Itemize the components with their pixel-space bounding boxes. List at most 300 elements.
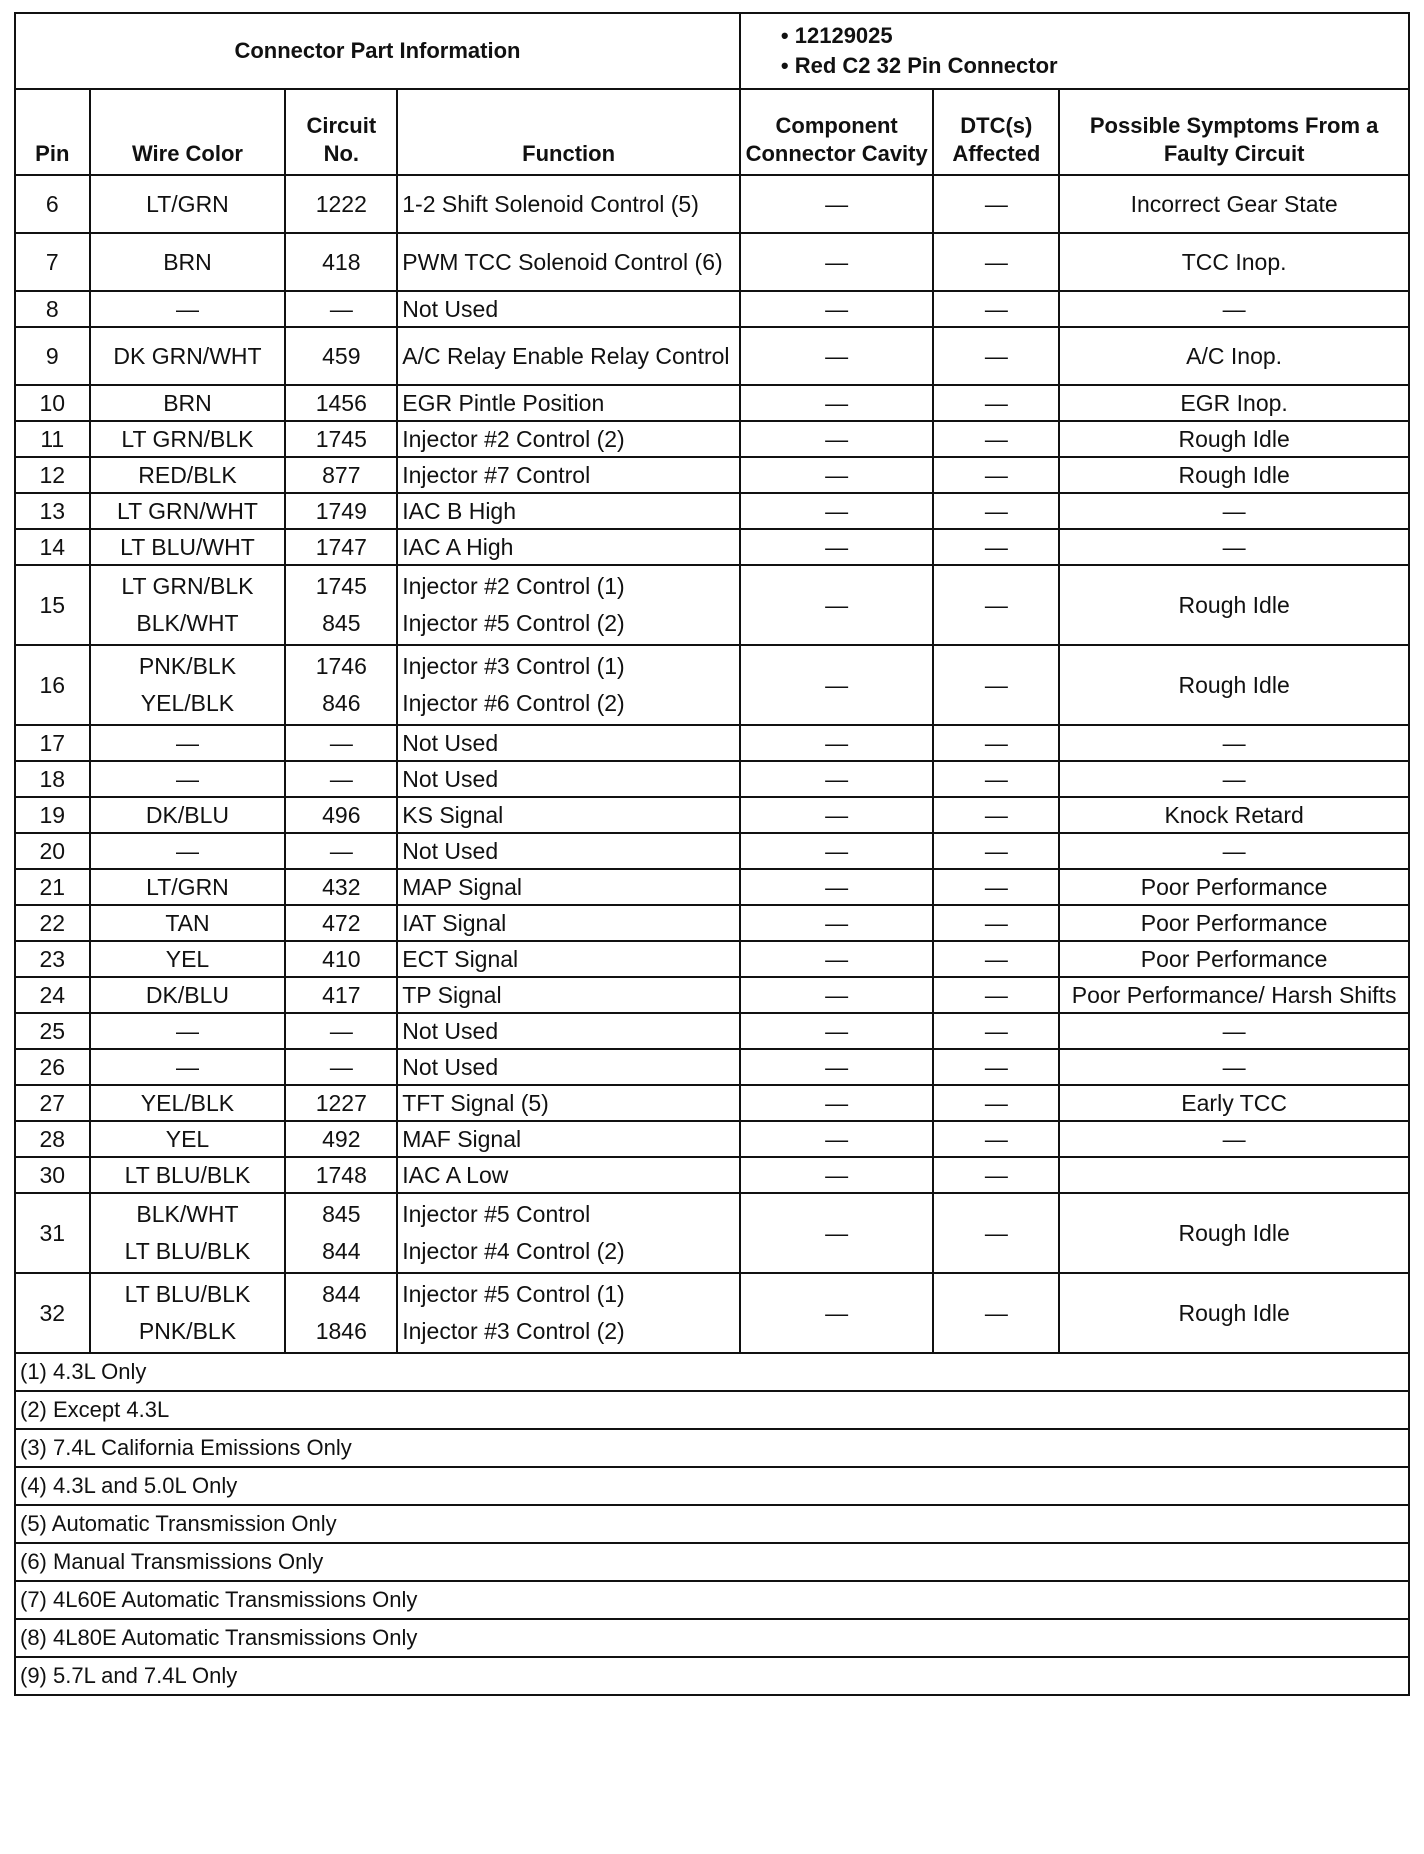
table-row: [15, 493, 1409, 529]
table-row: [15, 175, 1409, 233]
table-row: [15, 833, 1409, 869]
circuit-number: 1748: [315, 1162, 367, 1188]
symptom-cell: Knock Retard: [1059, 797, 1409, 833]
circuit-number: 1222: [315, 191, 367, 217]
circuit-number: 472: [322, 910, 361, 936]
function-text: Injector #3 Control (1): [402, 653, 625, 679]
circuit-cell: [285, 1085, 397, 1121]
function-cell: [397, 565, 740, 645]
wire-color: PNK/BLK: [138, 653, 237, 679]
circuit-cell: [285, 457, 397, 493]
pin-cell: 15: [15, 565, 90, 645]
circuit-number: 1456: [315, 390, 367, 416]
cavity-cell: —: [740, 421, 933, 457]
circuit-number: 1227: [315, 1090, 367, 1116]
pin-cell: 10: [15, 385, 90, 421]
cavity-cell: —: [740, 977, 933, 1013]
dtc-cell: —: [933, 175, 1059, 233]
wire-color-cell: [90, 493, 286, 529]
circuit-cell: [285, 905, 397, 941]
wire-color-cell: [90, 175, 286, 233]
circuit-number: —: [329, 838, 353, 864]
dtc-cell: —: [933, 529, 1059, 565]
function-cell: [397, 421, 740, 457]
circuit-cell: [285, 761, 397, 797]
function-text: Not Used: [402, 296, 499, 322]
pin-rows: [15, 175, 1409, 1353]
symptom-cell: Rough Idle: [1059, 1193, 1409, 1273]
pin-cell: 20: [15, 833, 90, 869]
pin-cell: 9: [15, 327, 90, 385]
table-row: [15, 905, 1409, 941]
dtc-cell: —: [933, 457, 1059, 493]
circuit-number: 845: [322, 1201, 361, 1227]
symptom-cell: Poor Performance: [1059, 869, 1409, 905]
wire-color: YEL: [165, 1126, 210, 1152]
cavity-cell: —: [740, 493, 933, 529]
dtc-cell: —: [933, 645, 1059, 725]
cavity-cell: —: [740, 905, 933, 941]
table-row: [15, 1049, 1409, 1085]
footnote-row: [15, 1657, 1409, 1695]
pin-cell: 32: [15, 1273, 90, 1353]
footnote: (1) 4.3L Only: [15, 1353, 1409, 1391]
cavity-cell: —: [740, 327, 933, 385]
function-text: Injector #5 Control (1): [402, 1281, 625, 1307]
wire-color-cell: [90, 761, 286, 797]
function-text: TFT Signal (5): [402, 1090, 549, 1116]
function-cell: [397, 1013, 740, 1049]
function-cell: [397, 1049, 740, 1085]
function-text: IAC B High: [402, 498, 517, 524]
function-cell: [397, 385, 740, 421]
function-text: ECT Signal: [402, 946, 519, 972]
circuit-number: 1745: [315, 426, 367, 452]
dtc-cell: —: [933, 233, 1059, 291]
wire-color: —: [175, 838, 199, 864]
function-text: EGR Pintle Position: [402, 390, 605, 416]
function-text: Injector #7 Control: [402, 462, 591, 488]
circuit-number: 844: [322, 1281, 361, 1307]
connector-description: • Red C2 32 Pin Connector: [781, 51, 1404, 81]
symptom-cell: Poor Performance: [1059, 941, 1409, 977]
footnotes: [15, 1353, 1409, 1695]
circuit-cell: [285, 175, 397, 233]
symptom-cell: Rough Idle: [1059, 565, 1409, 645]
circuit-number: 496: [322, 802, 361, 828]
pin-cell: 24: [15, 977, 90, 1013]
circuit-cell: [285, 977, 397, 1013]
function-cell: [397, 529, 740, 565]
function-text: Not Used: [402, 766, 499, 792]
cavity-cell: —: [740, 797, 933, 833]
function-cell: [397, 1085, 740, 1121]
function-text: TP Signal: [402, 982, 502, 1008]
circuit-number: 1846: [315, 1318, 367, 1344]
pin-cell: 27: [15, 1085, 90, 1121]
wire-color-cell: [90, 565, 286, 645]
symptom-cell: —: [1059, 833, 1409, 869]
connector-table-sheet: [14, 12, 1410, 1696]
circuit-number: —: [329, 766, 353, 792]
wire-color: BRN: [163, 249, 212, 275]
circuit-number: 846: [322, 690, 361, 716]
footnote: (2) Except 4.3L: [15, 1391, 1409, 1429]
circuit-number: 845: [322, 610, 361, 636]
header-circuit-no: Circuit No.: [285, 89, 397, 175]
function-cell: [397, 233, 740, 291]
circuit-number: 410: [322, 946, 361, 972]
pin-cell: 11: [15, 421, 90, 457]
function-cell: [397, 327, 740, 385]
function-cell: [397, 725, 740, 761]
cavity-cell: —: [740, 941, 933, 977]
wire-color: LT GRN/WHT: [116, 498, 258, 524]
cavity-cell: —: [740, 761, 933, 797]
symptom-cell: —: [1059, 1013, 1409, 1049]
wire-color-cell: [90, 941, 286, 977]
footnote-row: [15, 1429, 1409, 1467]
cavity-cell: —: [740, 1121, 933, 1157]
dtc-cell: —: [933, 1085, 1059, 1121]
circuit-number: 877: [322, 462, 361, 488]
wire-color-cell: [90, 725, 286, 761]
symptom-cell: [1059, 1157, 1409, 1193]
footnotes-table: [14, 1352, 1410, 1696]
circuit-number: 459: [322, 343, 361, 369]
table-row: [15, 725, 1409, 761]
cavity-cell: —: [740, 1193, 933, 1273]
circuit-cell: [285, 291, 397, 327]
symptom-cell: Rough Idle: [1059, 457, 1409, 493]
function-cell: [397, 175, 740, 233]
dtc-cell: —: [933, 725, 1059, 761]
circuit-number: 418: [322, 249, 361, 275]
dtc-cell: —: [933, 833, 1059, 869]
function-cell: [397, 977, 740, 1013]
pin-cell: 6: [15, 175, 90, 233]
pin-cell: 8: [15, 291, 90, 327]
cavity-cell: —: [740, 565, 933, 645]
cavity-cell: —: [740, 645, 933, 725]
wire-color: YEL/BLK: [140, 690, 235, 716]
wire-color: LT GRN/BLK: [121, 573, 254, 599]
circuit-cell: [285, 797, 397, 833]
wire-color: YEL: [165, 946, 210, 972]
dtc-cell: —: [933, 1121, 1059, 1157]
symptom-cell: —: [1059, 529, 1409, 565]
function-text: Not Used: [402, 1018, 499, 1044]
circuit-cell: [285, 1273, 397, 1353]
wire-color-cell: [90, 1085, 286, 1121]
wire-color: BRN: [163, 390, 212, 416]
circuit-cell: [285, 869, 397, 905]
header-cavity: Component Connector Cavity: [740, 89, 933, 175]
function-text: Injector #2 Control (2): [402, 426, 625, 452]
connector-table: [14, 12, 1410, 1354]
wire-color-cell: [90, 421, 286, 457]
wire-color-cell: [90, 233, 286, 291]
circuit-cell: [285, 1121, 397, 1157]
pin-cell: 26: [15, 1049, 90, 1085]
wire-color-cell: [90, 1193, 286, 1273]
wire-color-cell: [90, 291, 286, 327]
wire-color: —: [175, 296, 199, 322]
cavity-cell: —: [740, 457, 933, 493]
wire-color-cell: [90, 327, 286, 385]
function-text: Injector #3 Control (2): [402, 1318, 625, 1344]
header-row: [15, 89, 1409, 175]
wire-color: YEL/BLK: [140, 1090, 235, 1116]
pin-cell: 7: [15, 233, 90, 291]
wire-color-cell: [90, 1121, 286, 1157]
footnote-row: [15, 1391, 1409, 1429]
circuit-number: —: [329, 296, 353, 322]
function-text: KS Signal: [402, 802, 504, 828]
table-row: [15, 565, 1409, 645]
footnote: (7) 4L60E Automatic Transmissions Only: [15, 1581, 1409, 1619]
wire-color: DK GRN/WHT: [113, 343, 262, 369]
wire-color: LT BLU/BLK: [124, 1238, 251, 1264]
wire-color: LT BLU/WHT: [120, 534, 255, 560]
symptom-cell: Rough Idle: [1059, 645, 1409, 725]
circuit-number: —: [329, 730, 353, 756]
pin-cell: 31: [15, 1193, 90, 1273]
symptom-cell: Rough Idle: [1059, 421, 1409, 457]
symptom-cell: —: [1059, 1049, 1409, 1085]
wire-color-cell: [90, 1273, 286, 1353]
function-cell: [397, 493, 740, 529]
cavity-cell: —: [740, 1157, 933, 1193]
function-text: IAC A High: [402, 534, 514, 560]
function-cell: [397, 833, 740, 869]
footnote: (3) 7.4L California Emissions Only: [15, 1429, 1409, 1467]
wire-color-cell: [90, 385, 286, 421]
footnote: (8) 4L80E Automatic Transmissions Only: [15, 1619, 1409, 1657]
function-cell: [397, 1121, 740, 1157]
wire-color: —: [175, 766, 199, 792]
function-cell: [397, 457, 740, 493]
connector-part-number: • 12129025: [781, 21, 1404, 51]
dtc-cell: —: [933, 1157, 1059, 1193]
symptom-cell: —: [1059, 1121, 1409, 1157]
circuit-number: 1747: [315, 534, 367, 560]
footnote-row: [15, 1505, 1409, 1543]
circuit-cell: [285, 565, 397, 645]
function-cell: [397, 291, 740, 327]
circuit-cell: [285, 1157, 397, 1193]
table-row: [15, 1013, 1409, 1049]
table-row: [15, 421, 1409, 457]
dtc-cell: —: [933, 797, 1059, 833]
wire-color: —: [175, 730, 199, 756]
wire-color: —: [175, 1018, 199, 1044]
circuit-cell: [285, 645, 397, 725]
wire-color: DK/BLU: [145, 802, 230, 828]
wire-color-cell: [90, 645, 286, 725]
pin-cell: 18: [15, 761, 90, 797]
circuit-cell: [285, 833, 397, 869]
table-row: [15, 941, 1409, 977]
cavity-cell: —: [740, 725, 933, 761]
cavity-cell: —: [740, 869, 933, 905]
function-text: Injector #4 Control (2): [402, 1238, 625, 1264]
function-cell: [397, 1157, 740, 1193]
function-text: IAT Signal: [402, 910, 507, 936]
cavity-cell: —: [740, 233, 933, 291]
table-row: [15, 1193, 1409, 1273]
footnote-row: [15, 1581, 1409, 1619]
function-cell: [397, 1193, 740, 1273]
cavity-cell: —: [740, 833, 933, 869]
symptom-cell: —: [1059, 725, 1409, 761]
circuit-number: 844: [322, 1238, 361, 1264]
function-cell: [397, 797, 740, 833]
function-text: MAP Signal: [402, 874, 523, 900]
circuit-cell: [285, 529, 397, 565]
dtc-cell: —: [933, 1273, 1059, 1353]
footnote-row: [15, 1543, 1409, 1581]
table-row: [15, 233, 1409, 291]
function-text: PWM TCC Solenoid Control (6): [402, 249, 723, 275]
circuit-number: —: [329, 1054, 353, 1080]
cavity-cell: —: [740, 385, 933, 421]
circuit-cell: [285, 1049, 397, 1085]
footnote-row: [15, 1353, 1409, 1391]
symptom-cell: —: [1059, 291, 1409, 327]
cavity-cell: —: [740, 529, 933, 565]
dtc-cell: —: [933, 385, 1059, 421]
table-row: [15, 1157, 1409, 1193]
table-row: [15, 385, 1409, 421]
dtc-cell: —: [933, 1013, 1059, 1049]
wire-color: LT BLU/BLK: [124, 1281, 251, 1307]
dtc-cell: —: [933, 1193, 1059, 1273]
table-row: [15, 645, 1409, 725]
function-text: Injector #2 Control (1): [402, 573, 625, 599]
pin-cell: 23: [15, 941, 90, 977]
footnote-row: [15, 1619, 1409, 1657]
wire-color-cell: [90, 1013, 286, 1049]
table-row: [15, 761, 1409, 797]
dtc-cell: —: [933, 761, 1059, 797]
dtc-cell: —: [933, 327, 1059, 385]
cavity-cell: —: [740, 1049, 933, 1085]
circuit-number: 432: [322, 874, 361, 900]
connector-info-label: Connector Part Information: [15, 13, 740, 89]
circuit-cell: [285, 385, 397, 421]
header-function: Function: [397, 89, 740, 175]
function-cell: [397, 645, 740, 725]
dtc-cell: —: [933, 869, 1059, 905]
header-pin: Pin: [15, 89, 90, 175]
footnote: (6) Manual Transmissions Only: [15, 1543, 1409, 1581]
wire-color-cell: [90, 1049, 286, 1085]
symptom-cell: Poor Performance/ Harsh Shifts: [1059, 977, 1409, 1013]
footnote: (4) 4.3L and 5.0L Only: [15, 1467, 1409, 1505]
wire-color-cell: [90, 905, 286, 941]
dtc-cell: —: [933, 1049, 1059, 1085]
header-dtc: DTC(s) Affected: [933, 89, 1059, 175]
table-row: [15, 529, 1409, 565]
circuit-number: 1745: [315, 573, 367, 599]
wire-color: LT GRN/BLK: [121, 426, 254, 452]
table-row: [15, 291, 1409, 327]
connector-info-list: [740, 13, 1409, 89]
function-cell: [397, 1273, 740, 1353]
function-text: A/C Relay Enable Relay Control: [402, 343, 730, 369]
circuit-number: 1746: [315, 653, 367, 679]
symptom-cell: —: [1059, 761, 1409, 797]
connector-info-row: [15, 13, 1409, 89]
pin-cell: 16: [15, 645, 90, 725]
dtc-cell: —: [933, 565, 1059, 645]
symptom-cell: Poor Performance: [1059, 905, 1409, 941]
cavity-cell: —: [740, 291, 933, 327]
symptom-cell: Incorrect Gear State: [1059, 175, 1409, 233]
header-wire-color: Wire Color: [90, 89, 286, 175]
symptom-cell: —: [1059, 493, 1409, 529]
symptom-cell: A/C Inop.: [1059, 327, 1409, 385]
symptom-cell: EGR Inop.: [1059, 385, 1409, 421]
footnote-row: [15, 1467, 1409, 1505]
wire-color-cell: [90, 833, 286, 869]
circuit-cell: [285, 421, 397, 457]
function-text: IAC A Low: [402, 1162, 509, 1188]
dtc-cell: —: [933, 421, 1059, 457]
table-row: [15, 869, 1409, 905]
wire-color: LT/GRN: [146, 191, 229, 217]
table-row: [15, 977, 1409, 1013]
function-text: Not Used: [402, 1054, 499, 1080]
function-cell: [397, 761, 740, 797]
symptom-cell: Early TCC: [1059, 1085, 1409, 1121]
wire-color: DK/BLU: [145, 982, 230, 1008]
pin-cell: 14: [15, 529, 90, 565]
header-symptoms: Possible Symptoms From a Faulty Circuit: [1059, 89, 1409, 175]
dtc-cell: —: [933, 493, 1059, 529]
circuit-cell: [285, 233, 397, 291]
function-text: Injector #5 Control: [402, 1201, 591, 1227]
function-cell: [397, 869, 740, 905]
circuit-cell: [285, 493, 397, 529]
pin-cell: 12: [15, 457, 90, 493]
wire-color-cell: [90, 457, 286, 493]
function-text: Injector #5 Control (2): [402, 610, 625, 636]
wire-color: LT BLU/BLK: [124, 1162, 251, 1188]
pin-cell: 22: [15, 905, 90, 941]
wire-color-cell: [90, 869, 286, 905]
cavity-cell: —: [740, 1085, 933, 1121]
circuit-cell: [285, 327, 397, 385]
wire-color: LT/GRN: [146, 874, 229, 900]
table-row: [15, 327, 1409, 385]
wire-color: BLK/WHT: [136, 1201, 239, 1227]
function-text: Not Used: [402, 838, 499, 864]
pin-cell: 19: [15, 797, 90, 833]
pin-cell: 13: [15, 493, 90, 529]
dtc-cell: —: [933, 291, 1059, 327]
circuit-cell: [285, 725, 397, 761]
wire-color: TAN: [165, 910, 210, 936]
table-row: [15, 1121, 1409, 1157]
function-cell: [397, 941, 740, 977]
dtc-cell: —: [933, 905, 1059, 941]
table-row: [15, 1085, 1409, 1121]
circuit-number: —: [329, 1018, 353, 1044]
circuit-number: 1749: [315, 498, 367, 524]
function-text: 1-2 Shift Solenoid Control (5): [402, 191, 699, 217]
